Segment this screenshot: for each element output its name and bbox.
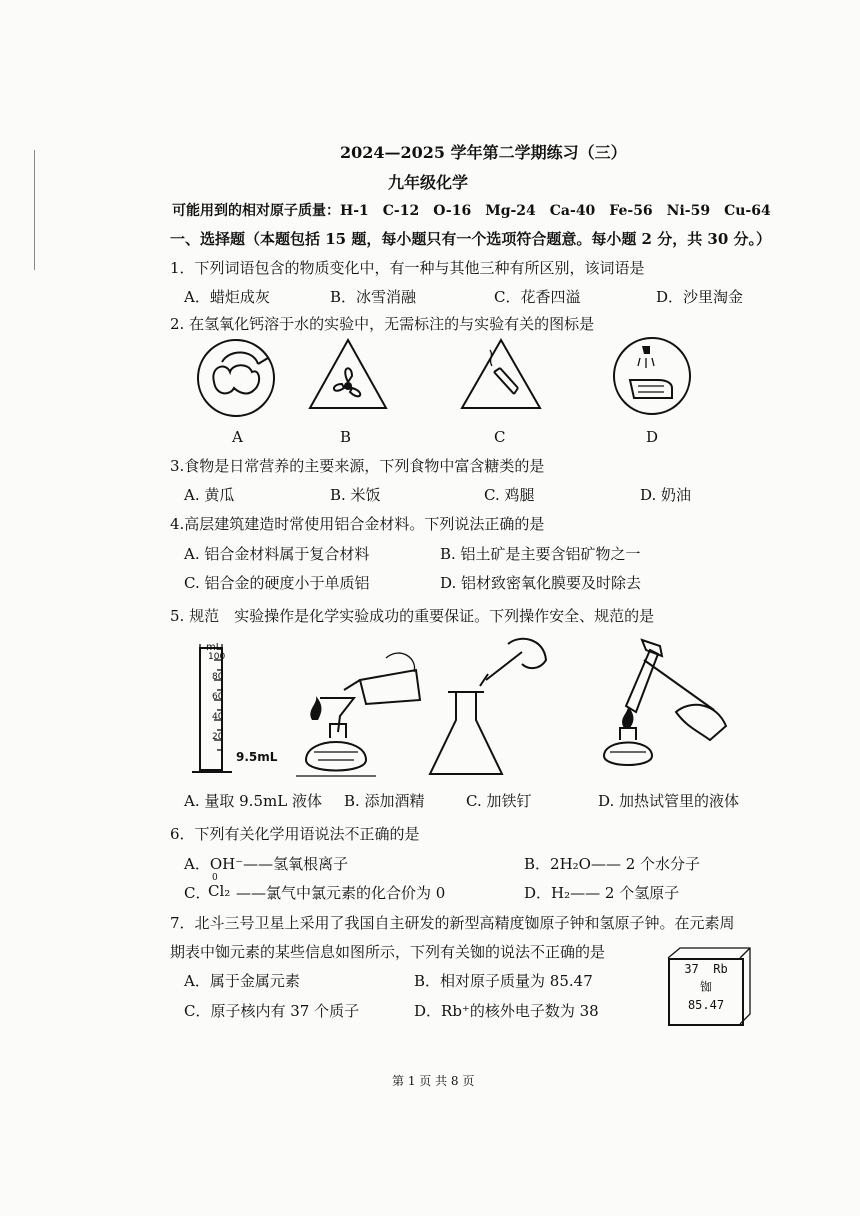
cylinder-tick-20: 20 — [212, 732, 224, 742]
q7-stem-line1: 7．北斗三号卫星上采用了我国自主研发的新型高精度铷原子钟和氢原子钟。在元素周 — [170, 914, 735, 932]
q7-option-d: D．Rb⁺的核外电子数为 38 — [414, 1002, 599, 1020]
cylinder-tick-60: 60 — [212, 692, 224, 702]
q2-label-b: B — [340, 428, 352, 446]
q5-option-c: C. 加铁钉 — [466, 792, 532, 810]
q6-option-c-text: ——氯气中氯元素的化合价为 0 — [236, 884, 446, 902]
atomic-mass-line: 可能用到的相对原子质量：H-1 C-12 O-16 Mg-24 Ca-40 Fe-56 Ni-59 Cu-64 — [172, 203, 771, 219]
scan-margin-line — [34, 150, 35, 270]
cylinder-tick-80: 80 — [212, 672, 224, 682]
q5-option-d: D. 加热试管里的液体 — [598, 792, 740, 810]
q7-option-a: A．属于金属元素 — [184, 972, 300, 990]
page-number: 第 1 页 共 8 页 — [392, 1074, 475, 1088]
cylinder-tick-40: 40 — [212, 712, 224, 722]
ventilation-fan-icon — [306, 336, 390, 414]
q7-option-c: C．原子核内有 37 个质子 — [184, 1002, 360, 1020]
q1-option-c: C．花香四溢 — [494, 288, 581, 306]
rubidium-element-cell — [668, 958, 744, 1026]
exam-subtitle: 九年级化学 — [388, 173, 469, 192]
element-symbol: Rb — [713, 962, 728, 976]
q3-option-a: A. 黄瓜 — [184, 486, 235, 504]
exam-title: 2024—2025 学年第二学期练习（三） — [340, 143, 627, 162]
q3-option-c: C. 鸡腿 — [484, 486, 535, 504]
q1-option-a: A．蜡炬成灰 — [184, 288, 270, 306]
q1-option-d: D．沙里淘金 — [656, 288, 744, 306]
adding-alcohol-illustration — [296, 640, 426, 780]
q3-option-b: B. 米饭 — [330, 486, 381, 504]
q6-option-d: D．H₂—— 2 个氢原子 — [524, 884, 680, 902]
eye-protection-icon — [196, 338, 276, 418]
q4-option-a: A. 铝合金材料属于复合材料 — [184, 545, 370, 563]
q5-stem: 5. 规范 实验操作是化学实验成功的重要保证。下列操作安全、规范的是 — [170, 607, 655, 625]
wash-hands-icon — [612, 336, 692, 416]
q6-valence-mark: 0 — [212, 873, 218, 883]
q6-option-b: B．2H₂O—— 2 个水分子 — [524, 855, 701, 873]
cylinder-reading: 9.5mL — [236, 750, 278, 764]
q7-option-b: B．相对原子质量为 85.47 — [414, 972, 593, 990]
q2-label-a: A — [232, 428, 243, 446]
q1-stem: 1．下列词语包含的物质变化中，有一种与其他三种有所区别，该词语是 — [170, 259, 645, 277]
q5-option-a: A. 量取 9.5mL 液体 — [184, 792, 322, 810]
cylinder-tick-100: 100 — [208, 652, 226, 662]
q4-option-d: D. 铝材致密氧化膜要及时除去 — [440, 574, 642, 592]
cylinder-unit: mL — [206, 642, 222, 653]
q4-stem: 4.高层建筑建造时常使用铝合金材料。下列说法正确的是 — [170, 515, 545, 533]
q3-stem: 3.食物是日常营养的主要来源，下列食物中富含糖类的是 — [170, 457, 545, 475]
q3-option-d: D. 奶油 — [640, 486, 692, 504]
q2-label-d: D — [646, 428, 659, 446]
atomic-number: 37 — [684, 962, 699, 976]
q2-label-c: C — [494, 428, 506, 446]
q5-option-b: B. 添加酒精 — [344, 792, 425, 810]
q6-option-c-formula: Cl₂ — [208, 882, 231, 900]
q6-option-c-label: C． — [184, 884, 211, 902]
atomic-mass: 85.47 — [687, 998, 725, 1012]
hot-surface-caution-icon — [458, 336, 544, 414]
section-heading: 一、选择题（本题包括 15 题，每小题只有一个选项符合题意。每小题 2 分，共 30 分。） — [170, 230, 772, 248]
q7-stem-line2: 期表中铷元素的某些信息如图所示，下列有关铷的说法不正确的是 — [170, 943, 606, 961]
q6-option-a: A．OH⁻——氢氧根离子 — [184, 855, 349, 873]
element-name: 铷 — [699, 980, 712, 994]
q6-stem: 6．下列有关化学用语说法不正确的是 — [170, 825, 420, 843]
q4-option-b: B. 铝土矿是主要含铝矿物之一 — [440, 545, 641, 563]
q4-option-c: C. 铝合金的硬度小于单质铝 — [184, 574, 370, 592]
q2-stem: 2. 在氢氧化钙溶于水的实验中，无需标注的与实验有关的图标是 — [170, 315, 595, 333]
q1-option-b: B．冰雪消融 — [330, 288, 417, 306]
heating-test-tube-illustration — [590, 630, 730, 780]
adding-iron-nail-illustration — [436, 630, 560, 780]
